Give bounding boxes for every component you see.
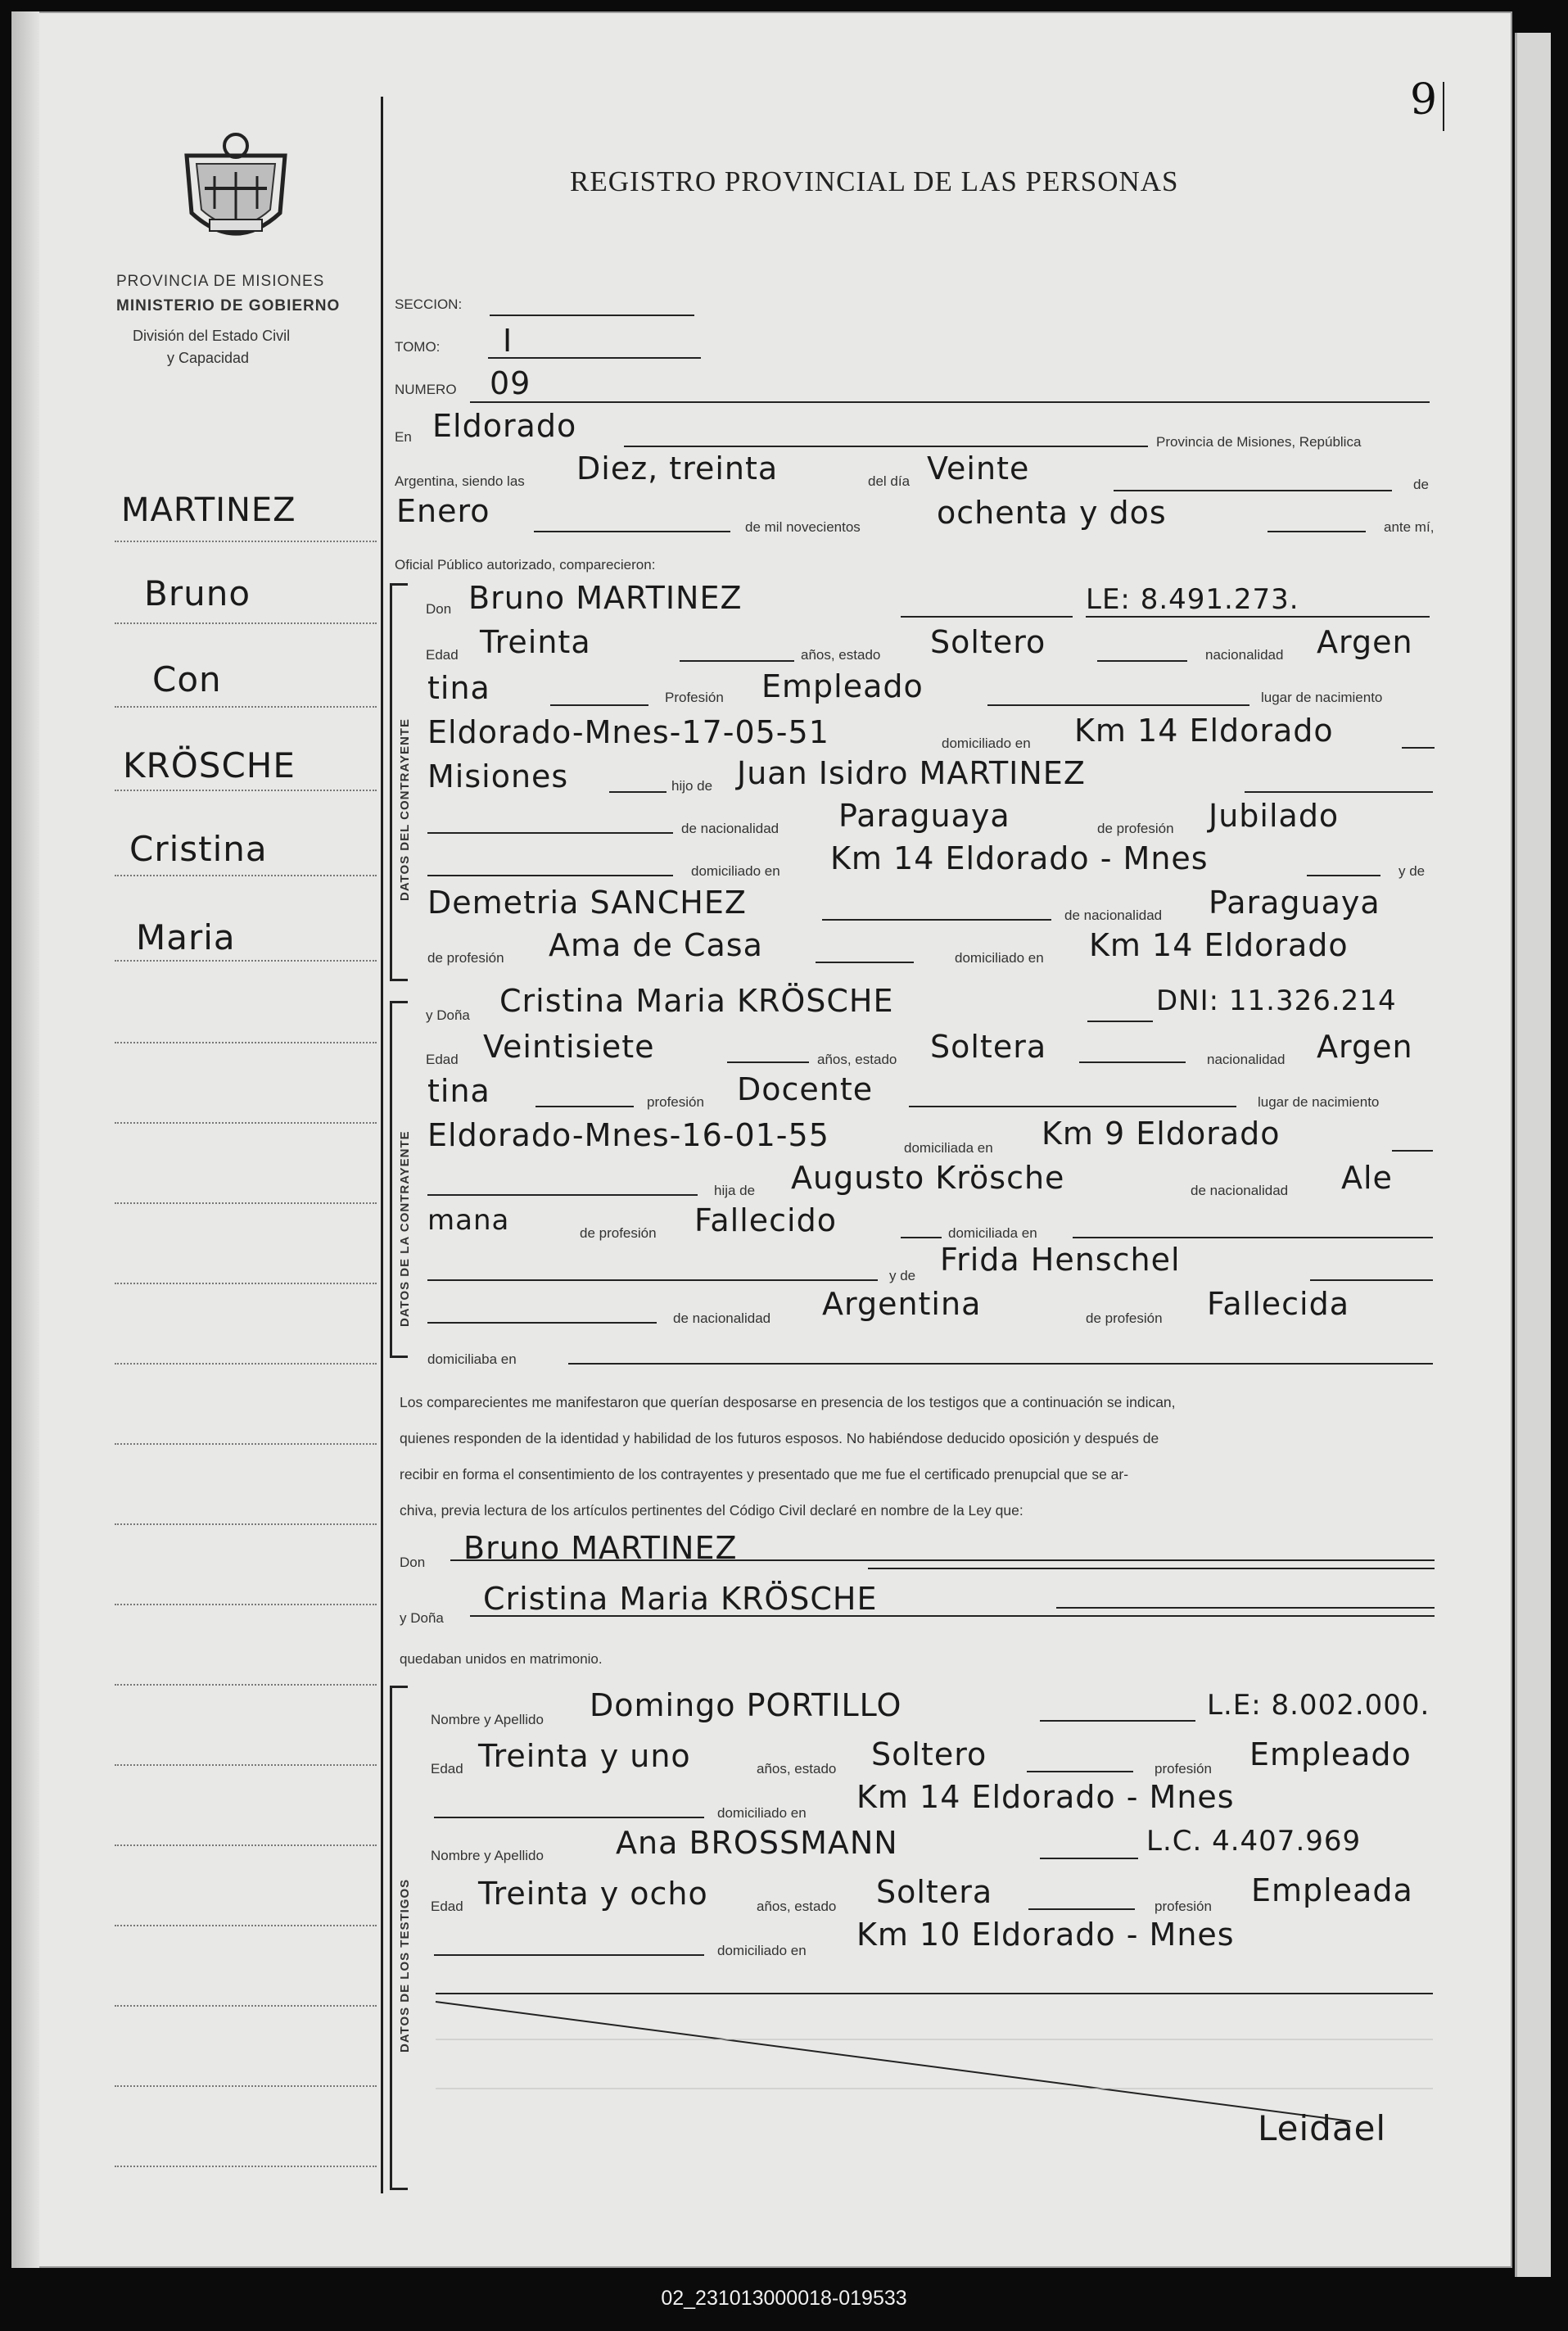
contrayenta-madre-nac: Argentina — [822, 1286, 982, 1322]
contrayente-padre-dom: Km 14 Eldorado - Mnes — [830, 840, 1209, 876]
contrayenta-domiciliada-label: domiciliada en — [904, 1140, 993, 1156]
seccion-field-line — [490, 315, 694, 316]
closing-note: Leidael — [1258, 2108, 1387, 2148]
testigo1-edad: Treinta y uno — [478, 1738, 691, 1774]
page-number: 9 — [1410, 75, 1439, 124]
contrayenta-nacionalidad-2: tina — [427, 1073, 490, 1109]
contrayente-padre: Juan Isidro MARTINEZ — [737, 755, 1086, 791]
contrayenta-edad-line — [727, 1061, 809, 1063]
contrayenta-domiciliaba-label: domiciliaba en — [427, 1351, 517, 1367]
testigo1-dom-line-a — [434, 1817, 704, 1818]
contrayente-lugar-nac: Eldorado-Mnes-17-05-51 — [427, 714, 829, 750]
margin-name-connector: Con — [152, 659, 222, 699]
contrayenta-nacionalidad-label: nacionalidad — [1207, 1052, 1286, 1067]
oficial-text: Oficial Público autorizado, comparecieron: — [395, 557, 656, 573]
contrayenta-domicilio-line — [1392, 1150, 1433, 1152]
contrayente-profesion-line — [987, 704, 1249, 706]
contrayente-row6-line-a — [427, 832, 673, 834]
contrayente-madre-nac: Paraguaya — [1209, 885, 1380, 921]
declaration-don-label: Don — [400, 1555, 426, 1570]
contrayente-padre-nac: Paraguaya — [838, 798, 1010, 834]
page-right-edge — [1515, 33, 1551, 2277]
testigo2-edad: Treinta y ocho — [478, 1876, 708, 1912]
contrayenta-nac2-line — [535, 1106, 634, 1107]
testigo1-domiciliado-label: domiciliado en — [717, 1805, 807, 1821]
contrayenta-lugar-nac-label: lugar de nacimiento — [1258, 1094, 1380, 1110]
contrayente-section-label: DATOS DEL CONTRAYENTE — [398, 718, 412, 901]
testigo2-domicilio: Km 10 Eldorado - Mnes — [856, 1917, 1235, 1953]
contrayenta-padre-nac-1: Ale — [1341, 1160, 1393, 1196]
contrayenta-doc: DNI: 11.326.214 — [1156, 984, 1397, 1017]
mes-value: Enero — [396, 493, 490, 529]
testigo2-edad-label: Edad — [431, 1899, 463, 1914]
ministry-label: MINISTERIO DE GOBIERNO — [116, 297, 341, 315]
contrayente-lugar-nac-label: lugar de nacimiento — [1261, 690, 1383, 705]
contrayente-estado: Soltero — [930, 624, 1046, 660]
contrayenta-estado-line — [1079, 1061, 1186, 1063]
page-fold-shadow — [11, 11, 39, 2268]
contrayenta-padre: Augusto Krösche — [791, 1160, 1065, 1196]
contrayenta-padre-prof-line — [901, 1237, 942, 1238]
en-label: En — [395, 429, 412, 445]
testigo1-doc: L.E: 8.002.000. — [1207, 1689, 1430, 1722]
margin-name-first-2: Cristina — [129, 829, 268, 869]
seccion-label: SECCION: — [395, 296, 463, 312]
ante-mi-label: ante mí, — [1384, 519, 1435, 535]
dia-field-line — [1114, 490, 1392, 491]
declaration-dona-label: y Doña — [400, 1610, 444, 1626]
declaration-unidos: quedaban unidos en matrimonio. — [400, 1651, 603, 1667]
contrayente-row7-line-a — [427, 875, 673, 876]
contrayente-nombre-line — [901, 616, 1073, 618]
contrayente-doc-line — [1086, 616, 1430, 618]
declaration-don-nombre: Bruno MARTINEZ — [463, 1530, 738, 1566]
contrayenta-anios-estado: años, estado — [817, 1052, 897, 1067]
declaration-dona-nombre: Cristina Maria KRÖSCHE — [483, 1581, 878, 1617]
division-label-2: y Capacidad — [167, 350, 250, 366]
division-label-1: División del Estado Civil — [133, 328, 291, 344]
provincia-text: Provincia de Misiones, República — [1156, 434, 1362, 450]
testigo1-profesion-label: profesión — [1155, 1761, 1212, 1777]
contrayente-domicilio-2: Misiones — [427, 758, 569, 794]
mil-novecientos-label: de mil novecientos — [745, 519, 861, 535]
contrayenta-lugar-nac: Eldorado-Mnes-16-01-55 — [427, 1117, 829, 1153]
contrayenta-padre-dom-label: domiciliada en — [948, 1225, 1037, 1241]
contrayenta-domicilio: Km 9 Eldorado — [1042, 1116, 1281, 1152]
contrayenta-madre: Frida Henschel — [940, 1242, 1181, 1278]
contrayenta-profesion-label: profesión — [647, 1094, 704, 1110]
contrayente-padre-dom-label: domiciliado en — [691, 863, 780, 879]
testigo2-dom-line-a — [434, 1954, 704, 1956]
contrayente-y-de-label: y de — [1399, 863, 1426, 879]
contrayenta-padre-prof: Fallecido — [694, 1202, 837, 1238]
contrayente-nombre: Bruno MARTINEZ — [468, 580, 743, 616]
province-label: PROVINCIA DE MISIONES — [116, 273, 325, 290]
contrayenta-domiciliaba-line — [568, 1363, 1433, 1365]
contrayenta-padre-prof-label: de profesión — [580, 1225, 657, 1241]
contrayenta-nombre: Cristina Maria KRÖSCHE — [499, 983, 894, 1019]
contrayente-profesion: Empleado — [761, 668, 924, 704]
contrayenta-hija-label: hija de — [714, 1183, 756, 1198]
anio-field-line — [1268, 531, 1366, 532]
contrayente-don-label: Don — [426, 601, 452, 617]
contrayenta-y-de-label: y de — [889, 1268, 916, 1283]
contrayente-row7-line-b — [1307, 875, 1380, 876]
declaration-don-line — [450, 1559, 1435, 1561]
contrayenta-nacionalidad-1: Argen — [1317, 1029, 1413, 1065]
testigo2-anios-estado: años, estado — [757, 1899, 837, 1914]
contrayenta-row-madre-line-a — [427, 1279, 878, 1281]
contrayente-nac2-line — [550, 704, 648, 706]
provincial-seal — [182, 131, 290, 254]
contrayenta-edad: Veintisiete — [483, 1029, 655, 1065]
contrayente-madre-prof-label: de profesión — [427, 950, 504, 966]
hora-value: Diez, treinta — [576, 450, 779, 487]
page-number-tick — [1443, 82, 1444, 131]
testigo2-estado: Soltera — [876, 1874, 993, 1910]
contrayente-madre-nac-label: de nacionalidad — [1064, 908, 1163, 923]
contrayenta-edad-label: Edad — [426, 1052, 459, 1067]
declaration-line-2: quienes responden de la identidad y habilidad de los futuros esposos. No habiéndose deducido oposición y después de — [400, 1430, 1159, 1446]
contrayente-hijo-label: hijo de — [671, 778, 713, 794]
contrayente-nacionalidad-1: Argen — [1317, 624, 1413, 660]
contrayente-madre-prof: Ama de Casa — [549, 927, 763, 963]
numero-label: NUMERO — [395, 382, 457, 397]
testigo1-nombre-label: Nombre y Apellido — [431, 1712, 544, 1727]
dia-value: Veinte — [927, 450, 1030, 487]
page-title: REGISTRO PROVINCIAL DE LAS PERSONAS — [570, 165, 1179, 197]
contrayenta-profesion-line — [909, 1106, 1236, 1107]
contrayenta-padre-nac-label: de nacionalidad — [1191, 1183, 1289, 1198]
contrayenta-madre-line — [1310, 1279, 1433, 1281]
contrayente-edad: Treinta — [480, 624, 591, 660]
contrayenta-nombre-line — [1087, 1021, 1153, 1022]
margin-name-middle-2: Maria — [136, 917, 236, 957]
tomo-field-line — [488, 357, 701, 359]
contrayente-madre-line — [822, 919, 1051, 921]
testigo2-nombre: Ana BROSSMANN — [616, 1825, 898, 1861]
contrayente-madre: Demetria SANCHEZ — [427, 885, 747, 921]
declaration-line-1: Los comparecientes me manifestaron que querían desposarse en presencia de los testigos que a continuación se indican, — [400, 1394, 1176, 1410]
testigo2-doc: L.C. 4.407.969 — [1146, 1825, 1362, 1858]
contrayente-domicilio-2-line — [609, 791, 667, 793]
contrayente-edad-label: Edad — [426, 647, 459, 663]
anio-value: ochenta y dos — [937, 495, 1167, 531]
testigo1-domicilio: Km 14 Eldorado - Mnes — [856, 1779, 1235, 1815]
testigo2-profesion-label: profesión — [1155, 1899, 1212, 1914]
declaration-line-3: recibir en forma el consentimiento de los contrayentes y presentado que me fue el certificado prenupcial que se ar- — [400, 1466, 1129, 1482]
contrayente-edad-line — [680, 660, 794, 662]
contrayente-nacionalidad-2: tina — [427, 670, 490, 706]
mes-field-line — [534, 531, 730, 532]
tomo-label: TOMO: — [395, 339, 441, 355]
testigo2-nombre-line — [1040, 1858, 1138, 1859]
testigo1-profesion: Empleado — [1249, 1736, 1412, 1772]
contrayenta-row-madre-nac-line-a — [427, 1322, 657, 1324]
contrayente-de-nacionalidad-label: de nacionalidad — [681, 821, 779, 836]
contrayente-profesion-label: Profesión — [665, 690, 724, 705]
numero-field-line — [470, 401, 1430, 403]
de-label-1: de — [1413, 477, 1429, 492]
testigo1-anios-estado: años, estado — [757, 1761, 837, 1777]
contrayente-madre-dom: Km 14 Eldorado — [1089, 927, 1349, 963]
del-dia-label: del día — [868, 473, 911, 489]
contrayente-de-profesion-label: de profesión — [1097, 821, 1174, 836]
testigo1-estado-line — [1027, 1771, 1133, 1772]
declaration-dona-line-2 — [1056, 1607, 1435, 1609]
margin-name-first: Bruno — [144, 573, 251, 613]
contrayenta-profesion: Docente — [737, 1071, 874, 1107]
testigos-section-label: DATOS DE LOS TESTIGOS — [398, 1878, 412, 2053]
testigo2-estado-line — [1028, 1908, 1135, 1910]
tomo-value: I — [503, 323, 513, 359]
contrayente-doc: LE: 8.491.273. — [1086, 583, 1299, 616]
contrayente-madre-prof-line — [816, 962, 914, 963]
contrayenta-estado: Soltera — [930, 1029, 1047, 1065]
contrayente-padre-prof: Jubilado — [1209, 798, 1340, 834]
testigo2-nombre-label: Nombre y Apellido — [431, 1848, 544, 1863]
margin-divider — [381, 97, 383, 2193]
testigo1-estado: Soltero — [871, 1736, 987, 1772]
numero-value: 09 — [490, 365, 531, 401]
argentina-text: Argentina, siendo las — [395, 473, 525, 489]
contrayenta-padre-nac-2: mana — [427, 1204, 510, 1237]
contrayenta-section-label: DATOS DE LA CONTRAYENTE — [398, 1130, 412, 1327]
contrayenta-madre-prof-label: de profesión — [1086, 1310, 1163, 1326]
declaration-line-4: chiva, previa lectura de los artículos pertinentes del Código Civil declaré en nombre de la Ley que: — [400, 1502, 1023, 1519]
contrayente-domiciliado-label: domiciliado en — [942, 736, 1031, 751]
contrayenta-dona-label: y Doña — [426, 1007, 470, 1023]
testigo2-profesion: Empleada — [1251, 1872, 1413, 1908]
image-filename: 02_231013000018-019533 — [661, 2287, 907, 2310]
contrayente-domicilio-line — [1402, 747, 1435, 749]
contrayente-anios-estado: años, estado — [801, 647, 881, 663]
contrayente-domicilio-1: Km 14 Eldorado — [1074, 713, 1334, 749]
contrayente-padre-line — [1245, 791, 1433, 793]
testigo2-domiciliado-label: domiciliado en — [717, 1943, 807, 1958]
contrayenta-padre-dom-line — [1073, 1237, 1433, 1238]
contrayente-madre-dom-label: domiciliado en — [955, 950, 1044, 966]
lugar-field-line — [624, 446, 1148, 447]
testigo1-nombre-line — [1040, 1720, 1195, 1722]
contrayenta-hija-line-a — [427, 1194, 698, 1196]
contrayente-nacionalidad-label: nacionalidad — [1205, 647, 1284, 663]
contrayente-estado-line — [1097, 660, 1187, 662]
testigo1-edad-label: Edad — [431, 1761, 463, 1777]
margin-name-surname: MARTINEZ — [121, 491, 296, 529]
testigo1-nombre: Domingo PORTILLO — [590, 1687, 902, 1723]
margin-name-surname-2: KRÖSCHE — [123, 745, 296, 785]
declaration-don-line-2 — [868, 1568, 1435, 1569]
lugar-value: Eldorado — [432, 408, 577, 444]
contrayenta-madre-nac-label: de nacionalidad — [673, 1310, 771, 1326]
declaration-dona-line — [470, 1615, 1435, 1617]
contrayenta-madre-prof: Fallecida — [1207, 1286, 1350, 1322]
